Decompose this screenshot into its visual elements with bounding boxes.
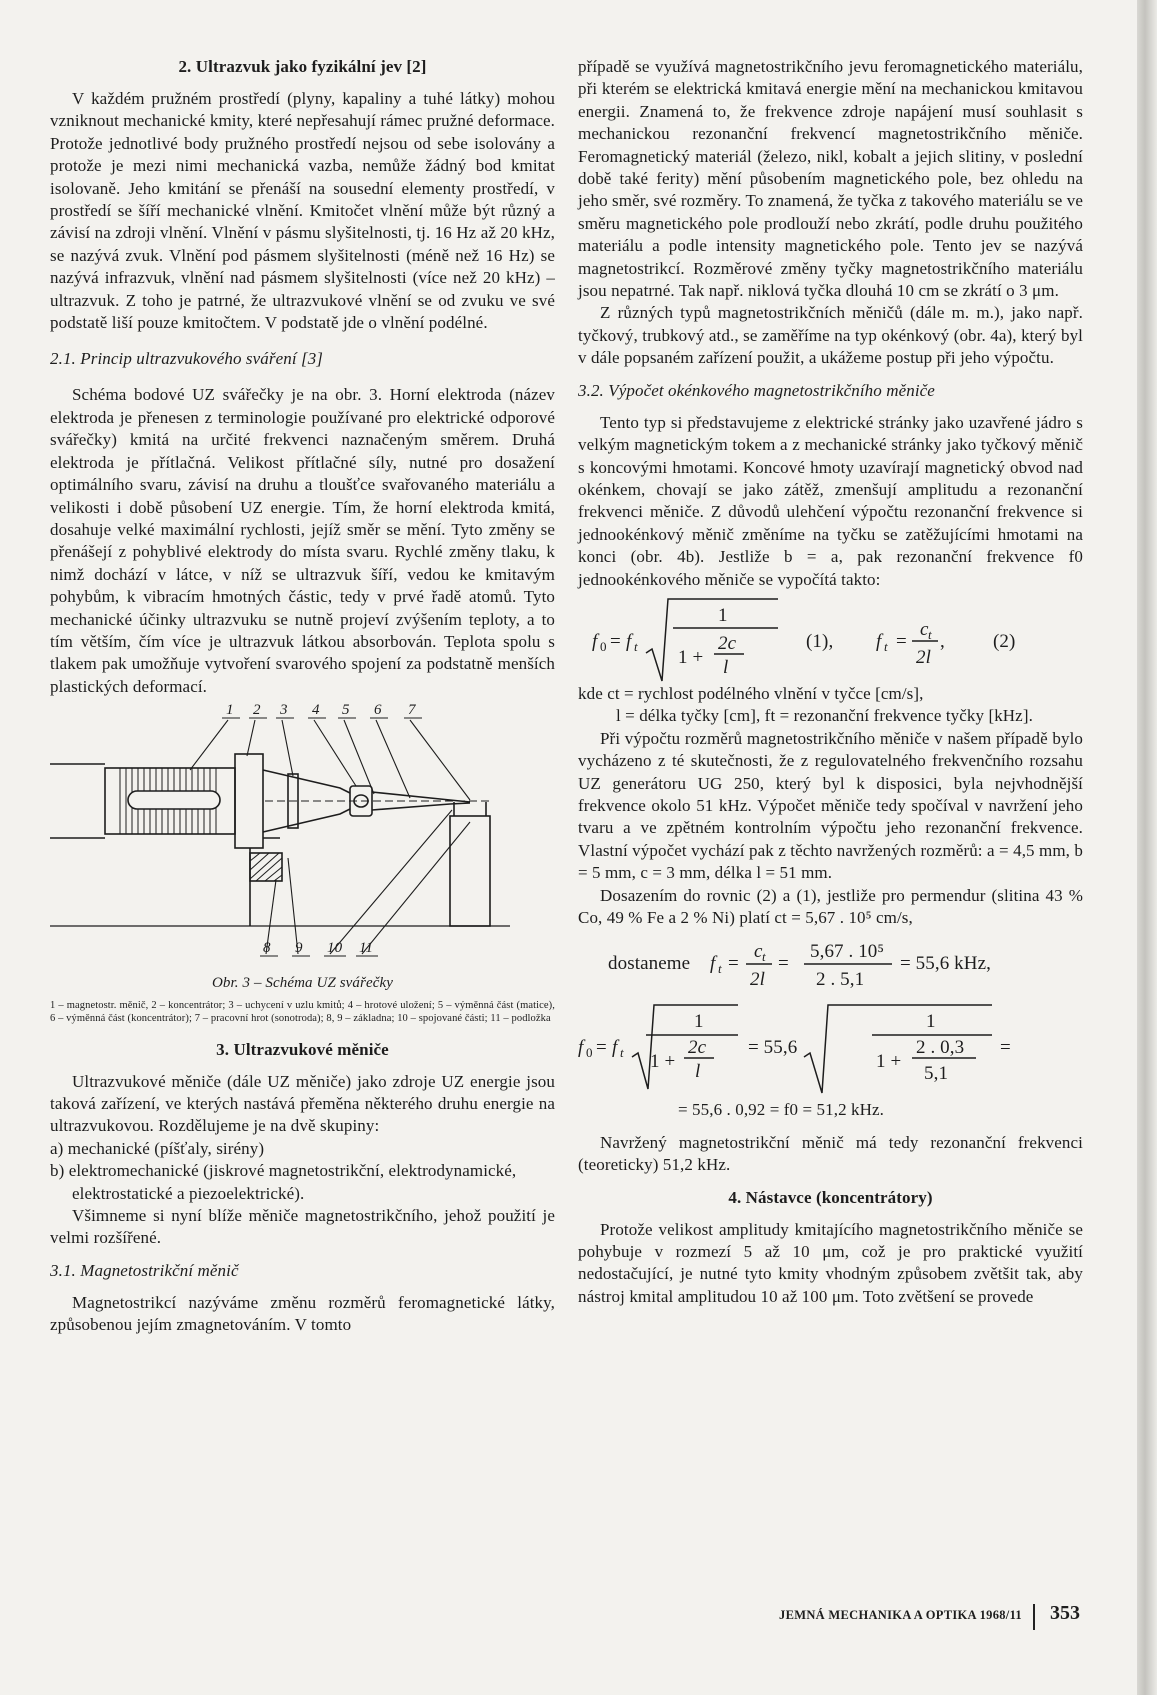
footer-divider [1033, 1604, 1035, 1630]
eq2-number: (2) [993, 630, 1016, 652]
svg-text:l: l [723, 656, 729, 678]
figure-3 [50, 698, 555, 970]
figure-label-3: 3 [280, 702, 288, 719]
section-3-paragraph-2: Všimneme si nyní blíže měniče magnetostrikčního, jehož použití je velmi rozšířené. [50, 1206, 555, 1248]
section-3-title: 3. Ultrazvukové měniče [216, 1039, 389, 1059]
svg-text:f: f [710, 953, 716, 975]
page-edge [1137, 0, 1157, 1695]
svg-text:,: , [940, 630, 945, 652]
svg-text:f: f [612, 1037, 618, 1059]
svg-text:1 +: 1 + [876, 1051, 902, 1073]
figure-label-9: 9 [295, 940, 303, 957]
svg-text:2l: 2l [916, 646, 931, 668]
section-3-2-paragraph: Tento typ si představujeme z elektrické stránky jako uzavřené jádro s velkým magnetickým tokem a z mechanické stránky jako tyčkový měnič s koncovými hmotami. Koncové hmoty uzavírají magnetický obvod nad okénkem, chovají se jako zátěž, zmenšují amplitudu a rezonanční frekvenci měniče. Z důvodů ulehčení výpočtu rezonanční frekvence si jednookénkový měnič změníme na tyčku se zatěžujícími hmotami na konci (obr. 4b). Jestliže b = a, pak rezonanční frekvence f0 jednookénkového měniče se vypočítá takto: [578, 412, 1083, 589]
svg-text:c: c [754, 941, 763, 963]
figure-legend: 1 – magnetostr. měnič, 2 – koncentrátor; 3 – uchycení v uzlu kmitů; 4 – hrotové uložení; 5 – výměnná část (matice), 6 – výměnná část (koncentrátor); 7 – pracovní hrot (sonotroda); 8, 9 – základna; 10 – spojované části; 11 – podložka [50, 999, 555, 1024]
svg-text:=: = [610, 630, 621, 652]
svg-text:t: t [928, 626, 932, 642]
equation-1-2 [578, 591, 1083, 683]
equation-3 [578, 929, 1083, 999]
list-item-a: a) mechanické (píšťaly, sirény) [50, 1138, 265, 1158]
svg-text:t: t [718, 961, 722, 977]
svg-text:f: f [592, 630, 598, 652]
eq4-mid: = 55,6 [748, 1037, 798, 1059]
right-paragraph-6: Navržený magnetostrikční měnič má tedy rezonanční frekvenci (teoreticky) 51,2 kHz. [578, 1132, 1083, 1175]
right-paragraph-4: Při výpočtu rozměrů magnetostrikčního měniče v našem případě bylo vycházeno z té skutečnosti, že z regulovatelného frekvenčního rozsahu UZ generátoru UG 250, který byl k disposici, byla nejvhodnější frekvence okolo 51 kHz. Výpočet měniče tedy spočíval v navržení jeho tvaru a ve zpětném kontrolním výpočtu jeho rezonanční frekvence. Vlastní výpočet vychází pak z těchto navržených rozměrů: a = 4,5 mm, b = 5 mm, c = 3 mm, délka l = 51 mm. [578, 728, 1083, 883]
figure-label-5: 5 [342, 702, 350, 719]
right-paragraph-2: Z různých typů magnetostrikčních měničů (dále m. m.), jako např. tyčkový, trubkový atd., se zaměříme na typ okénkový (obr. 4a), který byl v dále popsaném zařízení použit, a ukážeme postup při jeho výpočtu. [578, 303, 1083, 368]
section-2-paragraph: V každém pružném prostředí (plyny, kapaliny a tuhé látky) mohou vzniknout mechanické kmity, které nepřesahují rámec pružné deformace. Protože jednotlivé body pružného prostředí nejsou od sebe isolovány a protože je mezi nimi mechanická vazba, nemůže žádný bod kmitat isolovaně. Jeho kmitání se přenáší na sousední elementy prostředí, v prostředí se šíří mechanické vlnění. Kmitočet vlnění může být různý a závisí na zdroji vlnění. Vlnění v pásmu slyšitelnosti, tj. 16 Hz až 20 kHz, se nazývá zvuk. Vlnění pod pásmem slyšitelnosti (méně než 16 Hz) se nazývá infrazvuk, vlnění nad pásmem slyšitelnosti (více než 20 kHz) – ultrazvuk. Z toho je patrné, že ultrazvukové vlnění se od zvuku ve své podstatě liší pouze kmitočtem. V podstatě jde o vlnění podélné. [50, 89, 555, 333]
svg-text:=: = [596, 1037, 607, 1059]
svg-text:l: l [695, 1061, 701, 1083]
svg-text:=: = [728, 953, 739, 975]
figure-label-6: 6 [374, 702, 382, 719]
page-number: 353 [1050, 1602, 1080, 1624]
where-line-2: l = délka tyčky [cm], ft = rezonanční frekvence tyčky [kHz]. [616, 706, 1033, 726]
list-item-b: b) elektromechanické (jiskrové magnetostrikční, elektrodynamické, elektrostatické a piezoelektrické). [50, 1161, 517, 1203]
svg-text:1: 1 [718, 604, 728, 626]
figure-label-1: 1 [226, 702, 234, 719]
svg-text:2c: 2c [718, 632, 737, 654]
right-paragraph-1: případě se využívá magnetostrikčního jevu feromagnetického materiálu, při kterém se elektrická kmitavá energie mění na mechanickou kmitavou energii. Znamená to, že frekvence zdroje napájení musí souhlasit s mechanickou rezonanční frekvencí magnetostrikčního měniče. Feromagnetický materiál (železo, nikl, kobalt a jejich slitiny, v poslední době také ferity) mění působením magnetického pole, bez ohledu na jeho směr, své rozměry. To znamená, že tyčka z takového materiálu se ve směru magnetického pole prodlouží nebo zkrátí, podle druhu použitého materiálu a podle intensity magnetického pole. Tento jev se nazývá magnetostrikcí. Rozměrové změny tyčky magnetostrikčního materiálu jsou nepatrné. Tak např. niklová tyčka dlouhá 10 cm se zkrátí o 3 μm. [578, 57, 1083, 301]
right-column [578, 56, 1083, 1308]
svg-text:t: t [634, 638, 638, 654]
eq3-numerator: 5,67 . 10⁵ [810, 941, 885, 963]
svg-text:=: = [1000, 1037, 1011, 1059]
svg-text:2c: 2c [688, 1037, 707, 1059]
figure-label-4: 4 [312, 702, 320, 719]
figure-label-7: 7 [408, 702, 416, 719]
svg-text:2l: 2l [750, 969, 765, 991]
eq3-denominator: 2 . 5,1 [816, 969, 865, 991]
svg-text:c: c [920, 618, 929, 640]
section-3-1-title: 3.1. Magnetostrikční měnič [50, 1260, 239, 1280]
page-footer [750, 1604, 1080, 1630]
clamp-flange [235, 754, 263, 848]
section-2-1-paragraph: Schéma bodové UZ svářečky je na obr. 3. Horní elektroda (název elektroda je přenesen z terminologie používané pro elektrické odporové svářečky) kmitá na určité frekvenci naznačeným směrem. Druhá elektroda je přítlačná. Velikost přítlačné síly, nutné pro dosažení optimálního svaru, závisí na druhu a tloušťce svařovaného materiálu a velikosti i době působení UZ energie. Tím, že horní elektroda kmitá, dosahuje velké maximální rychlosti, jejíž směr se mění. Tyto změny se přenášejí z pohyblivé elektrody do místa svaru. Rychlé změny tlaku, k nimž dochází v látce, v níž se ultrazvuk šíří, vedou ke kmitavým pohybům, k vibracím hmotných částic, tedy v prvé řadě atomů. Tyto mechanické účinky ultrazvuku se nutně projeví zvýšením teploty, a to tím větším, čím více je ultrazvuk látkou absorbován. Teplota spolu s tlakem pak umožňuje vytvoření svarového spojení za podstatně menších plastických deformací. [50, 385, 555, 696]
journal-name: JEMNÁ MECHANIKA A OPTIKA 1968/11 [779, 1608, 1022, 1622]
transducer-window [128, 791, 220, 809]
svg-text:=: = [896, 630, 907, 652]
right-paragraph-5: Dosazením do rovnic (2) a (1), jestliže pro permendur (slitina 43 % Co, 49 % Fe a 2 % Ni) platí ct = 5,67 . 10⁵ cm/s, [578, 885, 1083, 927]
figure-label-10: 10 [327, 940, 343, 957]
figure-label-11: 11 [359, 940, 374, 957]
anvil-support [450, 816, 490, 926]
section-2-title: 2. Ultrazvuk jako fyzikální jev [2] [178, 57, 427, 76]
equation-4 [578, 999, 1083, 1099]
eq3-prefix: dostaneme [608, 953, 691, 975]
eq4-den-inner-2: 5,1 [924, 1063, 949, 1085]
where-line-1: kde ct = rychlost podélného vlnění v tyčce [cm/s], [578, 683, 924, 703]
section-3-2-title: 3.2. Výpočet okénkového magnetostrikčního měniče [578, 380, 935, 400]
svg-text:=: = [778, 953, 789, 975]
equation-5: = 55,6 . 0,92 = f0 = 51,2 kHz. [678, 1100, 884, 1120]
svg-text:1: 1 [926, 1011, 936, 1033]
svg-text:0: 0 [600, 638, 607, 654]
section-3-paragraph: Ultrazvukové měniče (dále UZ měniče) jako zdroje UZ energie jsou taková zařízení, ve kterých nastává přeměna některého druhu energie na ultrazvukovou. Rozdělujeme je na dvě skupiny: [50, 1071, 555, 1136]
section-3-1-paragraph: Magnetostrikcí nazýváme změnu rozměrů feromagnetické látky, způsobenou jejím zmagnetováním. V tomto [50, 1292, 555, 1335]
svg-text:f: f [876, 630, 882, 652]
section-4-title: 4. Nástavce (koncentrátory) [728, 1187, 933, 1207]
figure-caption: Obr. 3 – Schéma UZ svářečky [212, 975, 393, 992]
svg-text:1 +: 1 + [650, 1051, 676, 1073]
svg-text:f: f [578, 1037, 584, 1059]
eq3-result: = 55,6 kHz, [900, 953, 991, 975]
eq1-number: (1), [806, 630, 834, 652]
welder-schematic [50, 698, 555, 970]
svg-text:0: 0 [586, 1045, 593, 1061]
eq4-den-inner: 2 . 0,3 [916, 1037, 965, 1059]
figure-label-8: 8 [263, 940, 271, 957]
section-2-1-title: 2.1. Princip ultrazvukového sváření [3] [50, 349, 324, 369]
svg-text:t: t [762, 949, 766, 965]
section-4-paragraph: Protože velikost amplitudy kmitajícího magnetostrikčního měniče se pohybuje v rozmezí 5 až 10 μm, což je pro praktické využití nedostačující, je nutné tyto kmity vhodným způsobem zvětšit tak, aby nástroj kmital amplitudou 10 až 100 μm. Toto zvětšení se provede [578, 1219, 1083, 1306]
figure-label-2: 2 [253, 702, 261, 719]
svg-text:f: f [626, 630, 632, 652]
svg-text:1 +: 1 + [678, 646, 704, 668]
svg-text:t: t [884, 638, 888, 654]
svg-text:1: 1 [694, 1011, 704, 1033]
left-column [50, 56, 555, 1337]
svg-text:t: t [620, 1045, 624, 1061]
